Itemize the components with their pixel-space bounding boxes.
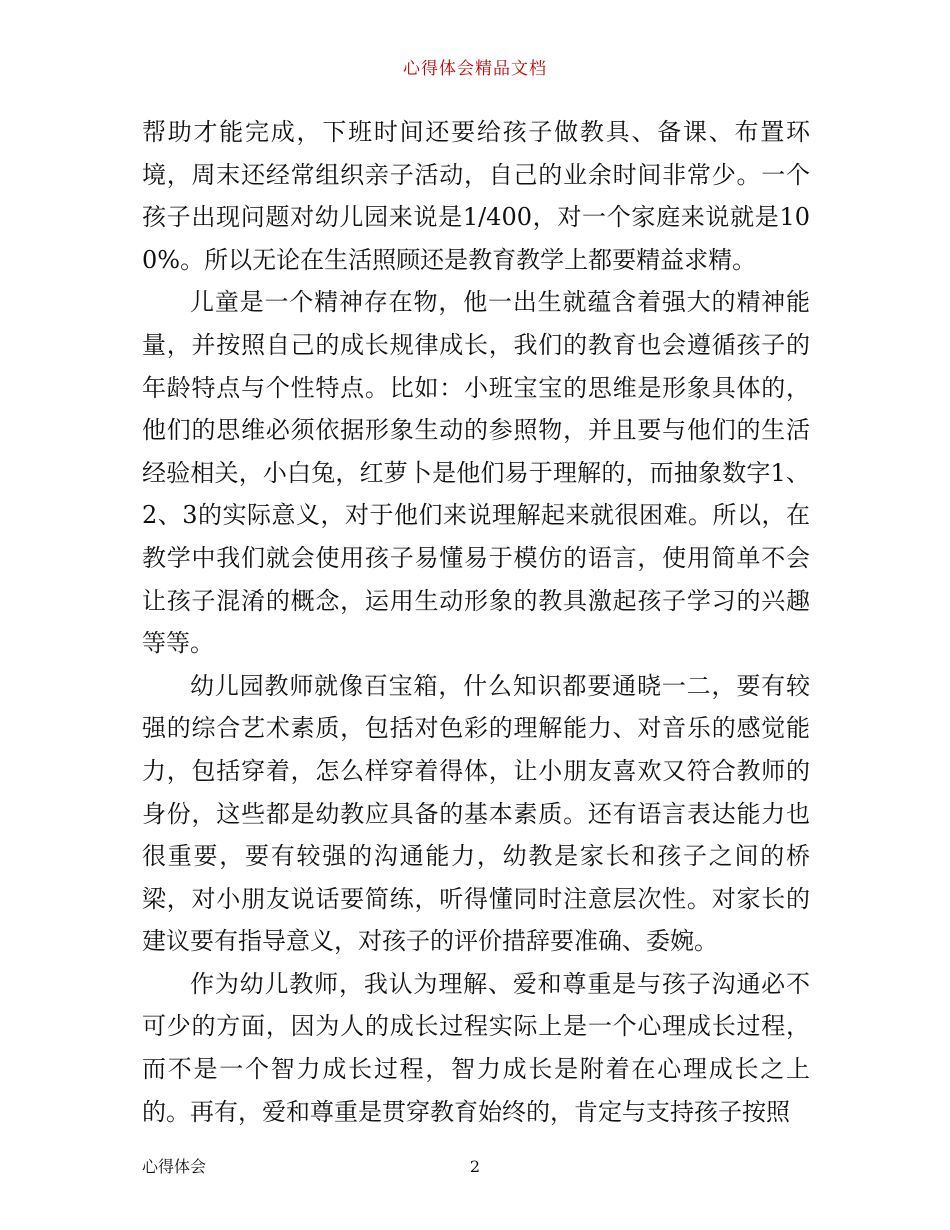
page-number: 2 (469, 1157, 481, 1176)
paragraph-2: 儿童是一个精神存在物，他一出生就蕴含着强大的精神能量，并按照自己的成长规律成长，我们的教育也会遵循孩子的年龄特点与个性特点。比如：小班宝宝的思维是形象具体的，他们的思维必须依据形象生动的参照物，并且要与他们的生活经验相关，小白兔，红萝卜是他们易于理解的，而抽象数字1、2、3的实际意义，对于他们来说理解起来就很困难。所以，在教学中我们就会使用孩子易懂易于模仿的语言，使用简单不会让孩子混淆的概念，运用生动形象的教具激起孩子学习的兴趣等等。 (142, 288, 810, 658)
paragraph-1: 帮助才能完成，下班时间还要给孩子做教具、备课、布置环境，周末还经常组织亲子活动，自己的业余时间非常少。一个孩子出现问题对幼儿园来说是1/400，对一个家庭来说就是100%。所以无论在生活照顾还是教育教学上都要精益求精。 (142, 118, 810, 274)
footer-label: 心得体会 (142, 1157, 207, 1176)
document-body (142, 111, 810, 1133)
paragraph-4: 作为幼儿教师，我认为理解、爱和尊重是与孩子沟通必不可少的方面，因为人的成长过程实际上是一个心理成长过程，而不是一个智力成长过程，智力成长是附着在心理成长之上的。再有，爱和尊重是贯穿教育始终的，肯定与支持孩子按照 (142, 969, 810, 1126)
page-header-title: 心得体会精品文档 (403, 59, 547, 79)
paragraph-3: 幼儿园教师就像百宝箱，什么知识都要通晓一二，要有较强的综合艺术素质，包括对色彩的理解能力、对音乐的感觉能力，包括穿着，怎么样穿着得体，让小朋友喜欢又符合教师的身份，这些都是幼教应具备的基本素质。还有语言表达能力也很重要，要有较强的沟通能力，幼教是家长和孩子之间的桥梁，对小朋友说话要简练，听得懂同时注意层次性。对家长的建议要有指导意义，对孩子的评价措辞要准确、委婉。 (142, 671, 810, 956)
